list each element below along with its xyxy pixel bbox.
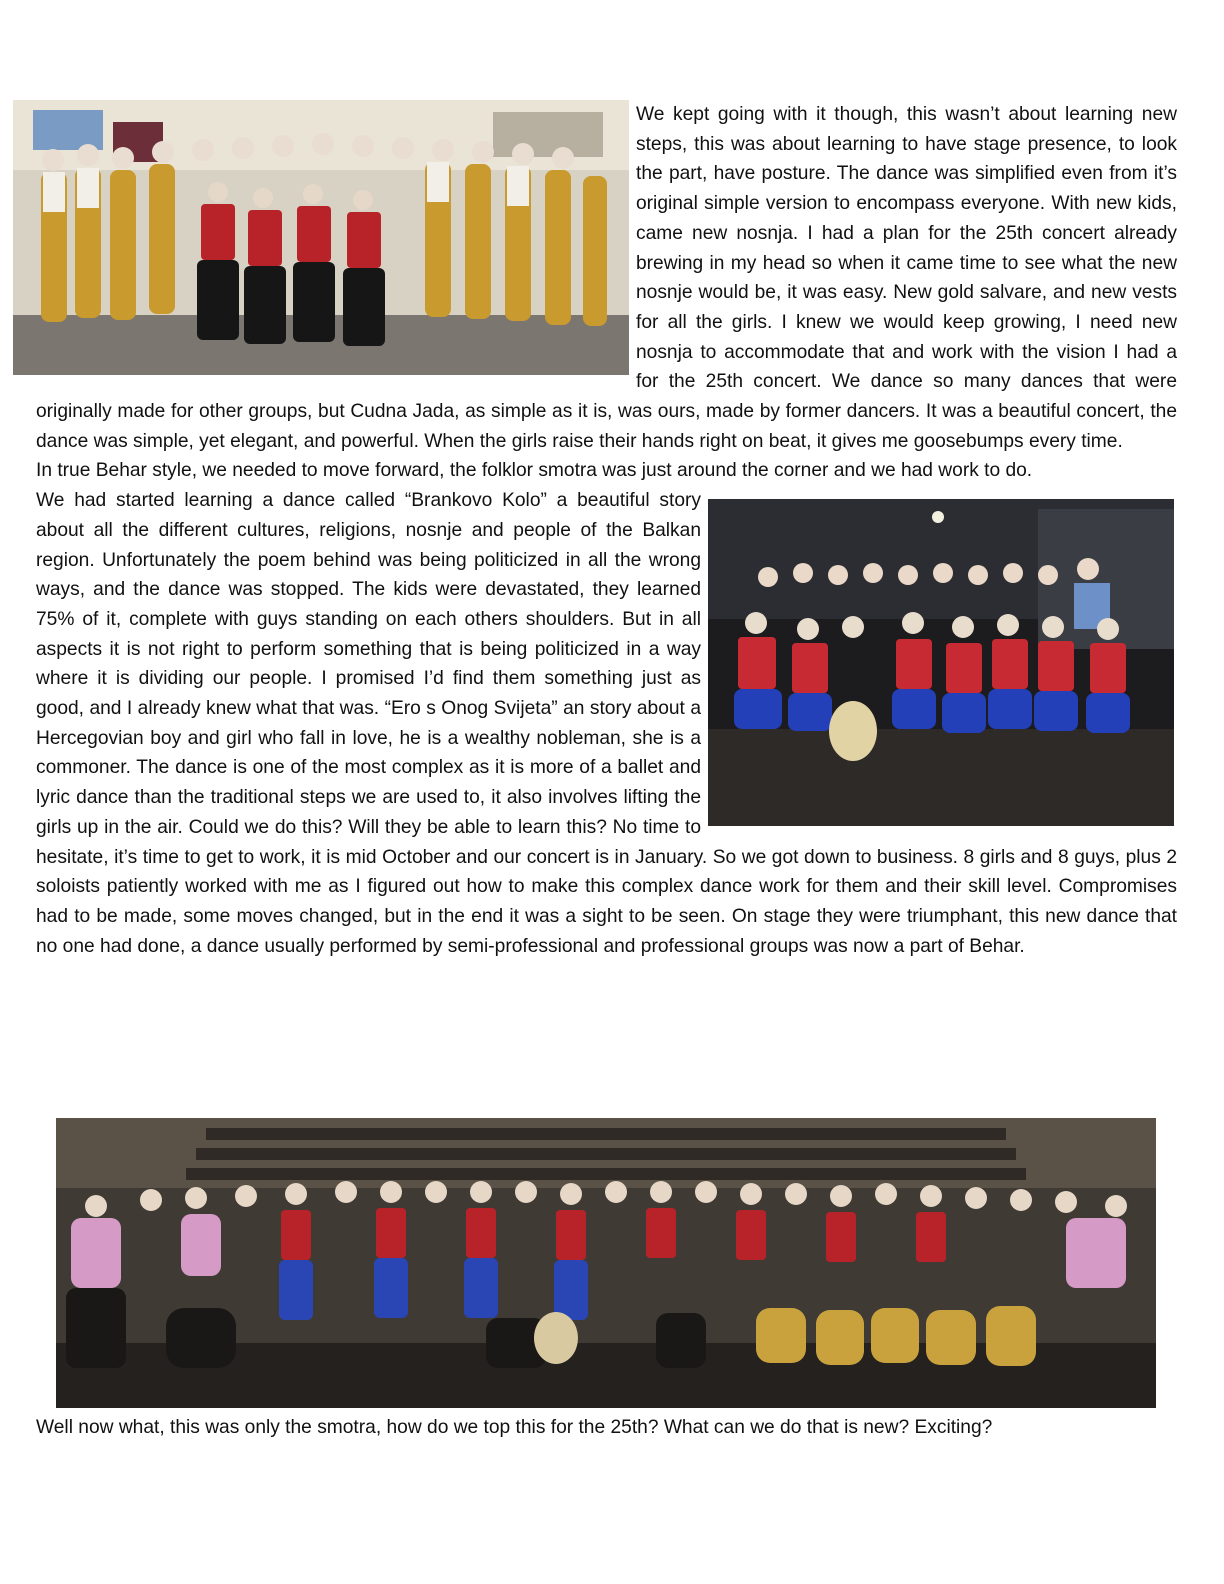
paragraph: We had started learning a dance called “Brankovo Kolo” a beautiful story about all the different cultures, religions, nosnje and people of the Balkan region. Unfortunately the poem behind was being politicized in all the wrong ways, and the dance was stopped. The kids were devastated, they learned 75% of it, complete with guys standing on each others shoulders. But in all aspects it is not right to perform something that is being politicized in a way where it is dividing our people. I promised I’d find them something just as good, and I already knew what that was. “Ero s Onog Svijeta” an story about a Hercegovian boy and girl who fall in love, he is a wealthy nobleman, she is a commoner. The dance is one of the most complex as it is more of a ballet and lyric dance than the traditional steps we are used to, it also involves lifting the girls up in the air. Could we do this? Will they be able to learn this? No time to hesitate, it’s time to get to work, it is mid October and our concert is in January. So we got down to business. 8 girls and 8 guys, plus 2 soloists patiently worked with me as I figured out how to make this complex dance work for them and their skill level. Compromises had to be made, some moves changed, but in the end it was a sight to be seen. On stage they were triumphant, this new dance that no one had done, a dance usually performed by semi-professional and professional groups was now a part of Behar. bbox=[36, 490, 1177, 957]
paragraph: In true Behar style, we needed to move forward, the folklor smotra was just around the corner and we had work to do. bbox=[36, 460, 1033, 482]
closing-line: Well now what, this was only the smotra, how do we top this for the 25th? What can we do that is new? Exciting? bbox=[36, 1417, 993, 1438]
paragraph: We kept going with it though, this wasn’t about learning new steps, this was about learning to have stage presence, to look the part, have posture. The dance was simplified even from it’s original simple version to encompass everyone. With new kids, came new nosnja. I had a plan for the 25th concert already brewing in my head so when it came time to see what the new nosnje would be, it was easy. New gold salvare, and new vests for all the girls. I knew we would keep growing, I need new nosnja to accommodate that and work with the vision I had a for the 25th concert. We dance so many dances that were originally made for other groups, but Cudna Jada, as simple as it is, was ours, made by former dancers. It was a beautiful concert, the dance was simple, yet elegant, and powerful. When the girls raise their hands right on beat, it gives me goosebumps every time. bbox=[36, 104, 1177, 452]
stage-ensemble-photo bbox=[708, 499, 1174, 826]
classroom-group-photo bbox=[13, 100, 629, 375]
smotra-group-photo bbox=[56, 1118, 1156, 1408]
article-text bbox=[36, 100, 1177, 961]
